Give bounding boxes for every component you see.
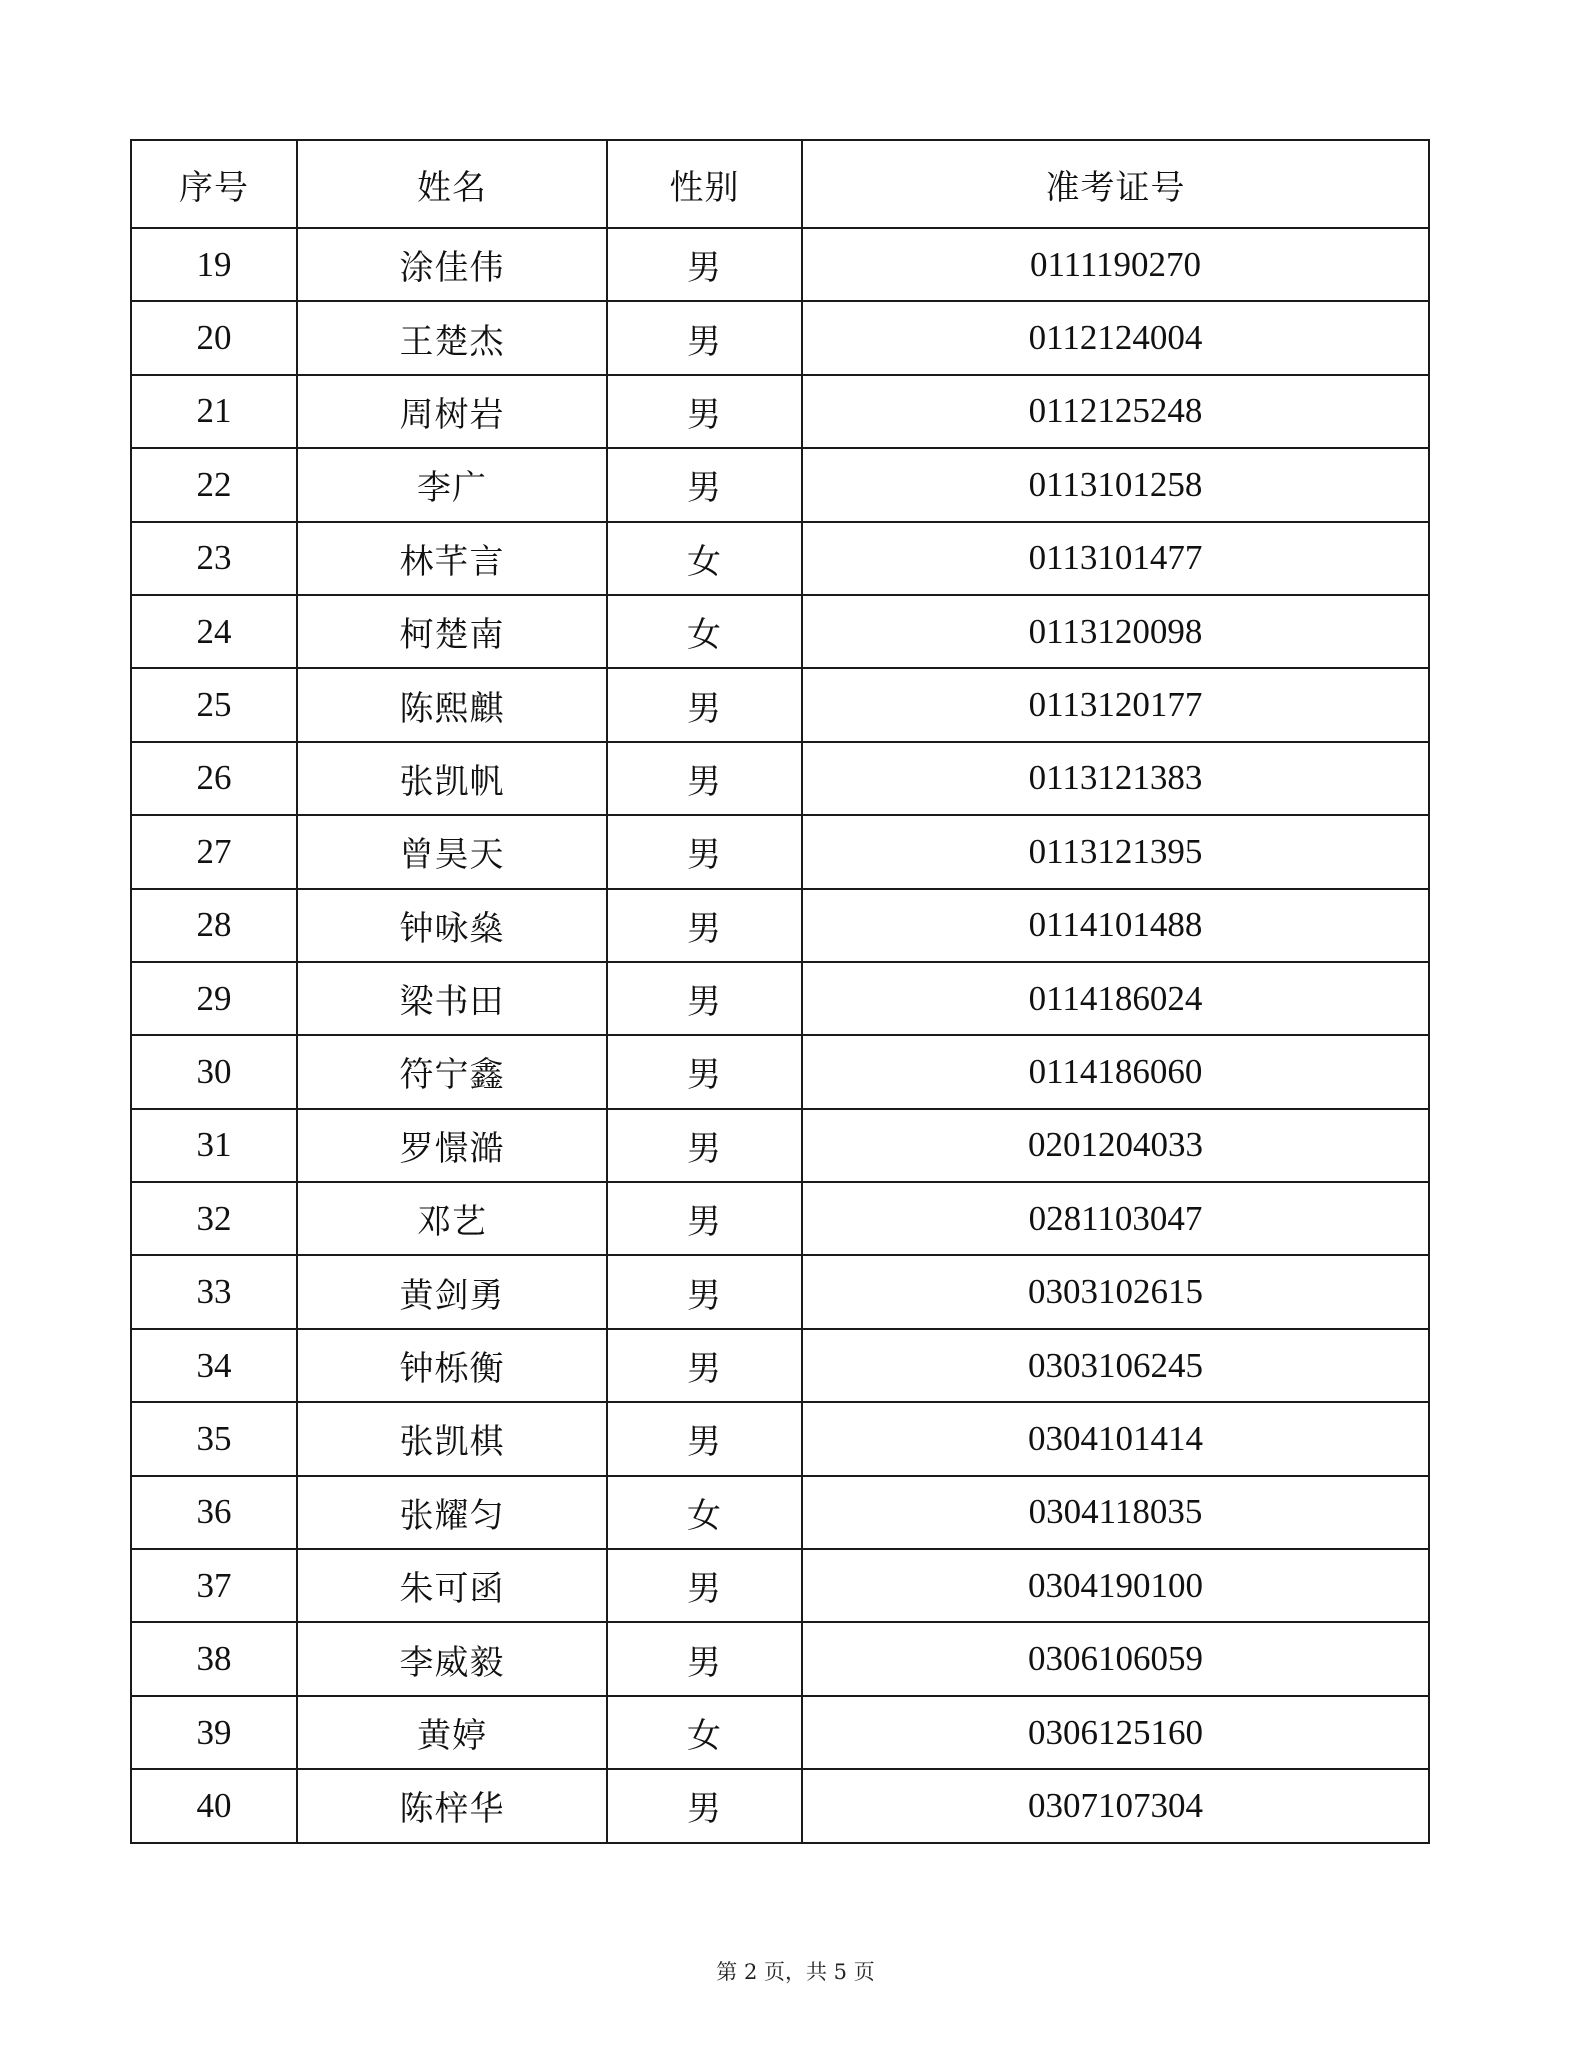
cell-index: 22 (131, 448, 297, 521)
table-row (131, 1696, 1429, 1769)
cell-exam-id: 0304101414 (802, 1402, 1429, 1475)
table-row (131, 1476, 1429, 1549)
cell-gender: 女 (607, 1696, 802, 1769)
table-row (131, 1182, 1429, 1255)
cell-name: 罗憬澔 (297, 1109, 607, 1182)
table-row (131, 1109, 1429, 1182)
cell-index: 39 (131, 1696, 297, 1769)
cell-gender: 男 (607, 375, 802, 448)
cell-gender: 男 (607, 1182, 802, 1255)
cell-exam-id: 0281103047 (802, 1182, 1429, 1255)
header-index: 序号 (131, 140, 297, 228)
cell-gender: 男 (607, 1769, 802, 1842)
table-row (131, 1402, 1429, 1475)
cell-index: 19 (131, 228, 297, 301)
cell-name: 陈梓华 (297, 1769, 607, 1842)
cell-index: 32 (131, 1182, 297, 1255)
cell-gender: 男 (607, 228, 802, 301)
cell-exam-id: 0306125160 (802, 1696, 1429, 1769)
cell-name: 张凯棋 (297, 1402, 607, 1475)
cell-name: 林芊言 (297, 522, 607, 595)
cell-index: 28 (131, 889, 297, 962)
cell-exam-id: 0111190270 (802, 228, 1429, 301)
cell-gender: 男 (607, 1329, 802, 1402)
cell-gender: 男 (607, 815, 802, 888)
cell-gender: 男 (607, 1402, 802, 1475)
table-row (131, 815, 1429, 888)
table-row (131, 522, 1429, 595)
cell-exam-id: 0303102615 (802, 1255, 1429, 1328)
cell-exam-id: 0113120177 (802, 668, 1429, 741)
cell-name: 王楚杰 (297, 301, 607, 374)
cell-name: 曾昊天 (297, 815, 607, 888)
header-exam-id: 准考证号 (802, 140, 1429, 228)
cell-index: 40 (131, 1769, 297, 1842)
cell-gender: 男 (607, 301, 802, 374)
table-row (131, 448, 1429, 521)
header-gender: 性别 (607, 140, 802, 228)
table-body (131, 228, 1429, 1843)
cell-gender: 男 (607, 1549, 802, 1622)
cell-gender: 男 (607, 448, 802, 521)
cell-exam-id: 0114186024 (802, 962, 1429, 1035)
cell-name: 符宁鑫 (297, 1035, 607, 1108)
cell-name: 陈熙麒 (297, 668, 607, 741)
table-row (131, 301, 1429, 374)
cell-name: 梁书田 (297, 962, 607, 1035)
table-row (131, 1329, 1429, 1402)
cell-name: 邓艺 (297, 1182, 607, 1255)
cell-gender: 男 (607, 1622, 802, 1695)
cell-gender: 男 (607, 1035, 802, 1108)
cell-gender: 男 (607, 1109, 802, 1182)
candidate-table (130, 139, 1430, 1844)
cell-gender: 女 (607, 522, 802, 595)
table-row (131, 1255, 1429, 1328)
cell-name: 涂佳伟 (297, 228, 607, 301)
table-row (131, 228, 1429, 301)
cell-exam-id: 0113101258 (802, 448, 1429, 521)
cell-index: 21 (131, 375, 297, 448)
cell-name: 李广 (297, 448, 607, 521)
cell-index: 35 (131, 1402, 297, 1475)
cell-index: 34 (131, 1329, 297, 1402)
table-row (131, 742, 1429, 815)
page-number: 第 2 页，共 5 页 (716, 1960, 875, 1984)
cell-gender: 女 (607, 1476, 802, 1549)
cell-index: 20 (131, 301, 297, 374)
table-row (131, 1769, 1429, 1842)
cell-name: 朱可函 (297, 1549, 607, 1622)
cell-index: 26 (131, 742, 297, 815)
page-footer (0, 1956, 1591, 1986)
table-header (131, 140, 1429, 228)
cell-name: 黄剑勇 (297, 1255, 607, 1328)
cell-name: 钟咏燊 (297, 889, 607, 962)
cell-index: 25 (131, 668, 297, 741)
cell-gender: 男 (607, 962, 802, 1035)
cell-index: 24 (131, 595, 297, 668)
table-row (131, 375, 1429, 448)
table-row (131, 595, 1429, 668)
header-name: 姓名 (297, 140, 607, 228)
cell-exam-id: 0306106059 (802, 1622, 1429, 1695)
cell-name: 李威毅 (297, 1622, 607, 1695)
cell-gender: 女 (607, 595, 802, 668)
cell-name: 柯楚南 (297, 595, 607, 668)
cell-exam-id: 0304190100 (802, 1549, 1429, 1622)
cell-gender: 男 (607, 889, 802, 962)
cell-index: 37 (131, 1549, 297, 1622)
cell-exam-id: 0113120098 (802, 595, 1429, 668)
cell-exam-id: 0113101477 (802, 522, 1429, 595)
table-row (131, 668, 1429, 741)
cell-exam-id: 0114186060 (802, 1035, 1429, 1108)
table-row (131, 1549, 1429, 1622)
table-row (131, 1622, 1429, 1695)
cell-gender: 男 (607, 742, 802, 815)
cell-name: 黄婷 (297, 1696, 607, 1769)
cell-exam-id: 0113121383 (802, 742, 1429, 815)
cell-exam-id: 0114101488 (802, 889, 1429, 962)
cell-index: 29 (131, 962, 297, 1035)
cell-exam-id: 0112124004 (802, 301, 1429, 374)
cell-index: 33 (131, 1255, 297, 1328)
cell-exam-id: 0112125248 (802, 375, 1429, 448)
cell-name: 周树岩 (297, 375, 607, 448)
header-row (131, 140, 1429, 228)
cell-exam-id: 0201204033 (802, 1109, 1429, 1182)
cell-exam-id: 0304118035 (802, 1476, 1429, 1549)
cell-exam-id: 0113121395 (802, 815, 1429, 888)
cell-name: 钟栎衡 (297, 1329, 607, 1402)
table-row (131, 889, 1429, 962)
cell-index: 27 (131, 815, 297, 888)
cell-exam-id: 0303106245 (802, 1329, 1429, 1402)
table-row (131, 1035, 1429, 1108)
cell-index: 38 (131, 1622, 297, 1695)
table-row (131, 962, 1429, 1035)
cell-name: 张耀匀 (297, 1476, 607, 1549)
cell-gender: 男 (607, 1255, 802, 1328)
cell-index: 30 (131, 1035, 297, 1108)
cell-index: 36 (131, 1476, 297, 1549)
cell-index: 31 (131, 1109, 297, 1182)
cell-name: 张凯帆 (297, 742, 607, 815)
cell-exam-id: 0307107304 (802, 1769, 1429, 1842)
cell-gender: 男 (607, 668, 802, 741)
cell-index: 23 (131, 522, 297, 595)
